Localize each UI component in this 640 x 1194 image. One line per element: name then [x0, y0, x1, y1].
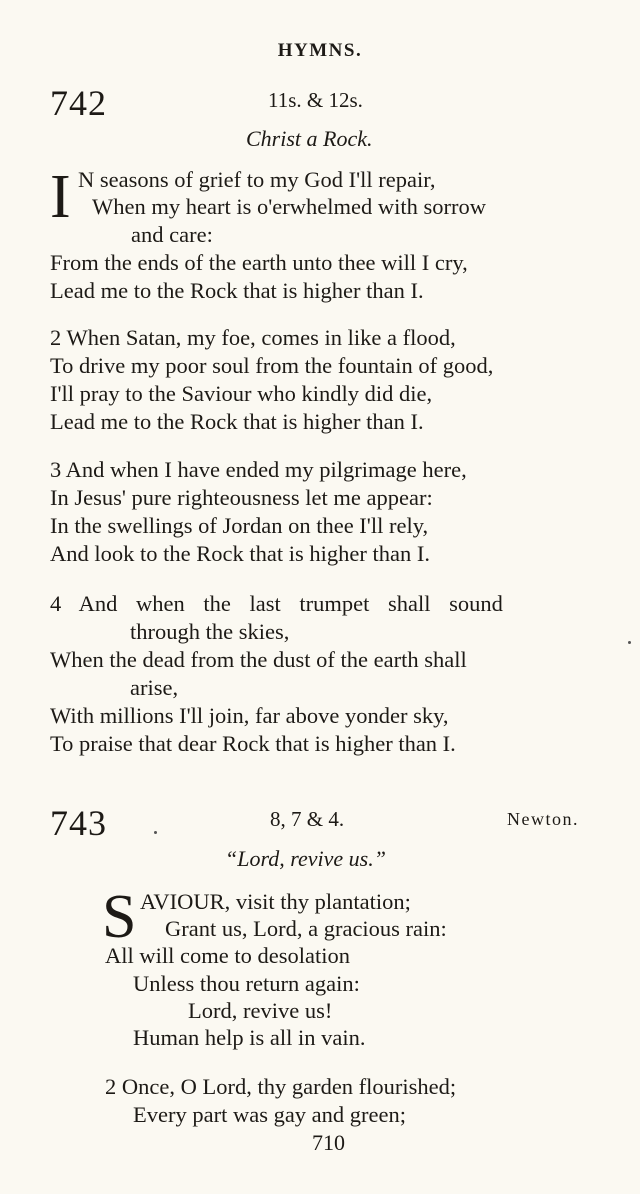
verse-line: 2 When Satan, my foe, comes in like a flood, [50, 325, 456, 350]
verse-line: 4 And when the last trumpet shall sound [50, 591, 503, 616]
print-speck [628, 641, 631, 644]
hymn-number: 743 [50, 803, 107, 843]
verse-line: Every part was gay and green; [133, 1102, 407, 1127]
verse-line: I'll pray to the Saviour who kindly did die, [50, 381, 433, 406]
verse-line: To praise that dear Rock that is higher than I. [50, 731, 456, 756]
verse-line: Lead me to the Rock that is higher than I. [50, 278, 424, 303]
verse-line: Lead me to the Rock that is higher than I. [50, 409, 424, 434]
print-speck [154, 831, 157, 834]
verse-line: Unless thou return again: [133, 971, 360, 996]
hymn-title: “Lord, revive us.” [225, 846, 386, 871]
verse-line: AVIOUR, visit thy plantation; [140, 889, 411, 914]
page-number: 710 [312, 1130, 345, 1155]
verse-line: To drive my poor soul from the fountain of good, [50, 353, 494, 378]
running-head: HYMNS. [277, 40, 363, 61]
verse-line: All will come to desolation [105, 943, 350, 968]
verse-line: From the ends of the earth unto thee will I cry, [50, 250, 468, 275]
verse-line: Human help is all in vain. [133, 1025, 366, 1050]
composer-name: Newton. [507, 809, 579, 829]
drop-cap: I [50, 163, 71, 231]
verse-line: 2 Once, O Lord, thy garden flourished; [105, 1074, 457, 1099]
verse-line: N seasons of grief to my God I'll repair, [78, 167, 436, 192]
verse-line: 3 And when I have ended my pilgrimage here, [50, 457, 467, 482]
verse-line: Grant us, Lord, a gracious rain: [165, 916, 447, 941]
hymn-meter: 8, 7 & 4. [270, 807, 345, 831]
hymn-meter: 11s. & 12s. [268, 88, 363, 112]
verse-line: and care: [131, 222, 213, 247]
verse-line: In the swellings of Jordan on thee I'll rely, [50, 513, 429, 538]
drop-cap: S [102, 883, 137, 951]
hymn-number: 742 [50, 83, 107, 123]
verse-line: With millions I'll join, far above yonder sky, [50, 703, 449, 728]
verse-line: In Jesus' pure righteousness let me appear: [50, 485, 433, 510]
hymn-title: Christ a Rock. [246, 126, 373, 151]
verse-line: When the dead from the dust of the earth shall [50, 647, 467, 672]
verse-line: through the skies, [130, 619, 290, 644]
verse-line: When my heart is o'erwhelmed with sorrow [92, 194, 486, 219]
verse-line: arise, [130, 675, 179, 700]
verse-line: Lord, revive us! [188, 998, 333, 1023]
verse-line: And look to the Rock that is higher than I. [50, 541, 430, 566]
